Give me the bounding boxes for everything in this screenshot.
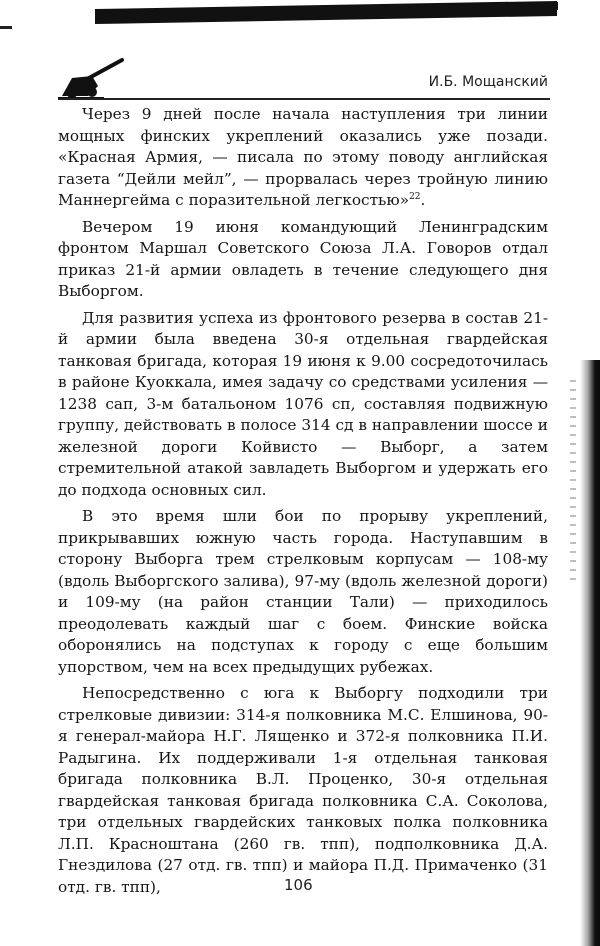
footnote-ref[interactable]: 22 (409, 191, 421, 202)
paragraph: Для развития успеха из фронтового резерва в состав 21-й армии была введена 30-я отдельная гвардейская танковая бригада, которая 19 июня к 9.00 сосредоточилась в районе Куоккала, имея задачу со средствами усиления — 1238 сап, 3-м батальоном 1076 сп, составляя подвижную группу, действовать в полосе 314 сд в направлении шоссе и железной дороги Койвисто — Выборг, а затем стремительной атакой завладеть Выборгом и удержать его до подхода основных сил. (58, 308, 548, 499)
paragraph (58, 104, 548, 212)
paragraph: В это время шли бои по прорыву укреплений, прикрывавших южную часть города. Наступавшим в сторону Выборга трем стрелковым корпусам — 108-му (вдоль Выборгского залива), 97-му (вдоль железной дороги) и 109-му (на район станции Тали) — приходилось преодолевать каждый шаг с боем. Финские войска оборонялись на подступах к городу с еще большим упорством, чем на всех предыдущих рубежах. (58, 507, 548, 676)
artillery-gun-icon (58, 54, 126, 100)
paragraph: Вечером 19 июня командующий Ленинградским фронтом Маршал Советского Союза Л.А. Говоров отдал приказ 21-й армии овладеть в течение следующего дня Выборгом. (58, 217, 548, 300)
header-rule (58, 98, 550, 100)
paragraph: Непосредственно с юга к Выборгу подходили три стрелковые дивизии: 314-я полковника М.С. Елшинова, 90-я генерал-майора Н.Г. Лященко и 372-я полковника П.И. Радыгина. Их поддерживали 1-я отдельная танковая бригада полковника В.Л. Проценко, 30-я отдельная гвардейская танковая бригада полковника С.А. Соколова, три отдельных гвардейских танковых полка полковника Л.П. Красноштана (260 гв. тпп), подполковника Д.А. Гнездилова (27 отд. гв. тпп) и майора П.Д. Примаченко (31 отд. гв. тпп), (58, 684, 548, 896)
header-decorative-bar (95, 1, 557, 24)
margin-tick-mark (0, 26, 12, 29)
scan-page-edge-shadow (580, 360, 600, 946)
header-bar-cap (540, 2, 558, 10)
paragraph-text: Через 9 дней после начала наступления три линии мощных финских укреплений оказались уже позади. «Красная Армия, — писала по этому поводу английская газета “Дейли мейл”, — прорвалась через тройную линию Маннергейма с поразительной легкостью» (58, 105, 548, 209)
paragraph-tail: . (420, 191, 426, 209)
running-header-author: И.Б. Мощанский (428, 74, 548, 90)
scan-edge-marks (570, 380, 576, 580)
body-text (58, 104, 548, 903)
page-number: 106 (284, 876, 313, 894)
